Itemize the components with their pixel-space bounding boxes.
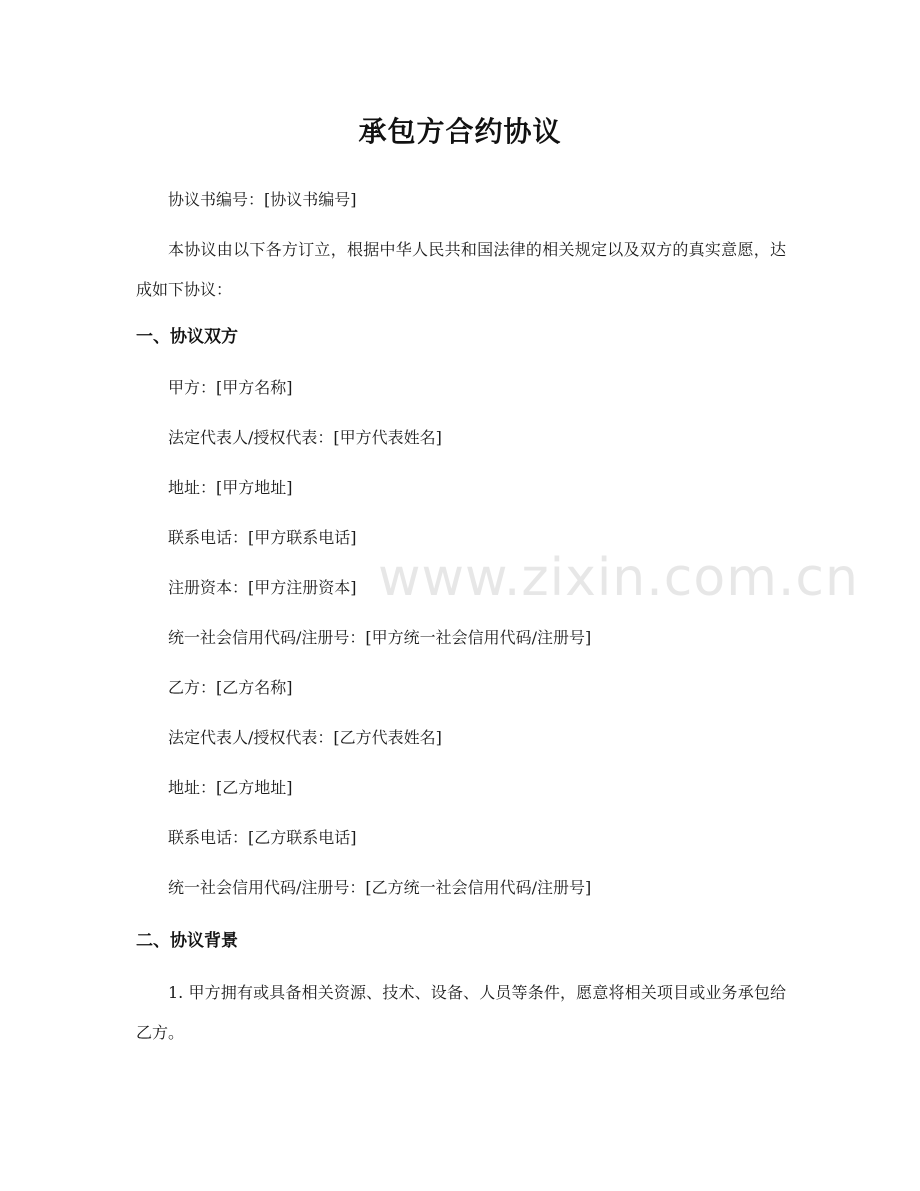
party-a-phone: 联系电话：[甲方联系电话] bbox=[168, 528, 357, 547]
watermark: www.zixin.com.cn bbox=[378, 548, 859, 608]
party-a-name: 甲方：[甲方名称] bbox=[168, 378, 293, 397]
party-b-phone: 联系电话：[乙方联系电话] bbox=[168, 828, 357, 847]
party-b-name: 乙方：[乙方名称] bbox=[168, 678, 293, 697]
party-b-credit-code: 统一社会信用代码/注册号：[乙方统一社会信用代码/注册号] bbox=[168, 878, 592, 897]
section1-heading: 一、协议双方 bbox=[136, 327, 238, 347]
party-a-capital: 注册资本：[甲方注册资本] bbox=[168, 578, 357, 597]
party-a-credit-code: 统一社会信用代码/注册号：[甲方统一社会信用代码/注册号] bbox=[168, 628, 592, 647]
document-title: 承包方合约协议 bbox=[358, 115, 562, 148]
section2-heading: 二、协议背景 bbox=[136, 931, 238, 951]
party-a-representative: 法定代表人/授权代表：[甲方代表姓名] bbox=[168, 428, 442, 447]
agreement-number: 协议书编号：[协议书编号] bbox=[168, 190, 357, 209]
party-b-address: 地址：[乙方地址] bbox=[168, 778, 293, 797]
party-a-address: 地址：[甲方地址] bbox=[168, 478, 293, 497]
intro-paragraph: 本协议由以下各方订立，根据中华人民共和国法律的相关规定以及双方的真实意愿，达成如下协议： bbox=[136, 240, 786, 299]
background-item-1: 1. 甲方拥有或具备相关资源、技术、设备、人员等条件，愿意将相关项目或业务承包给乙方。 bbox=[136, 983, 786, 1042]
party-b-representative: 法定代表人/授权代表：[乙方代表姓名] bbox=[168, 728, 442, 747]
